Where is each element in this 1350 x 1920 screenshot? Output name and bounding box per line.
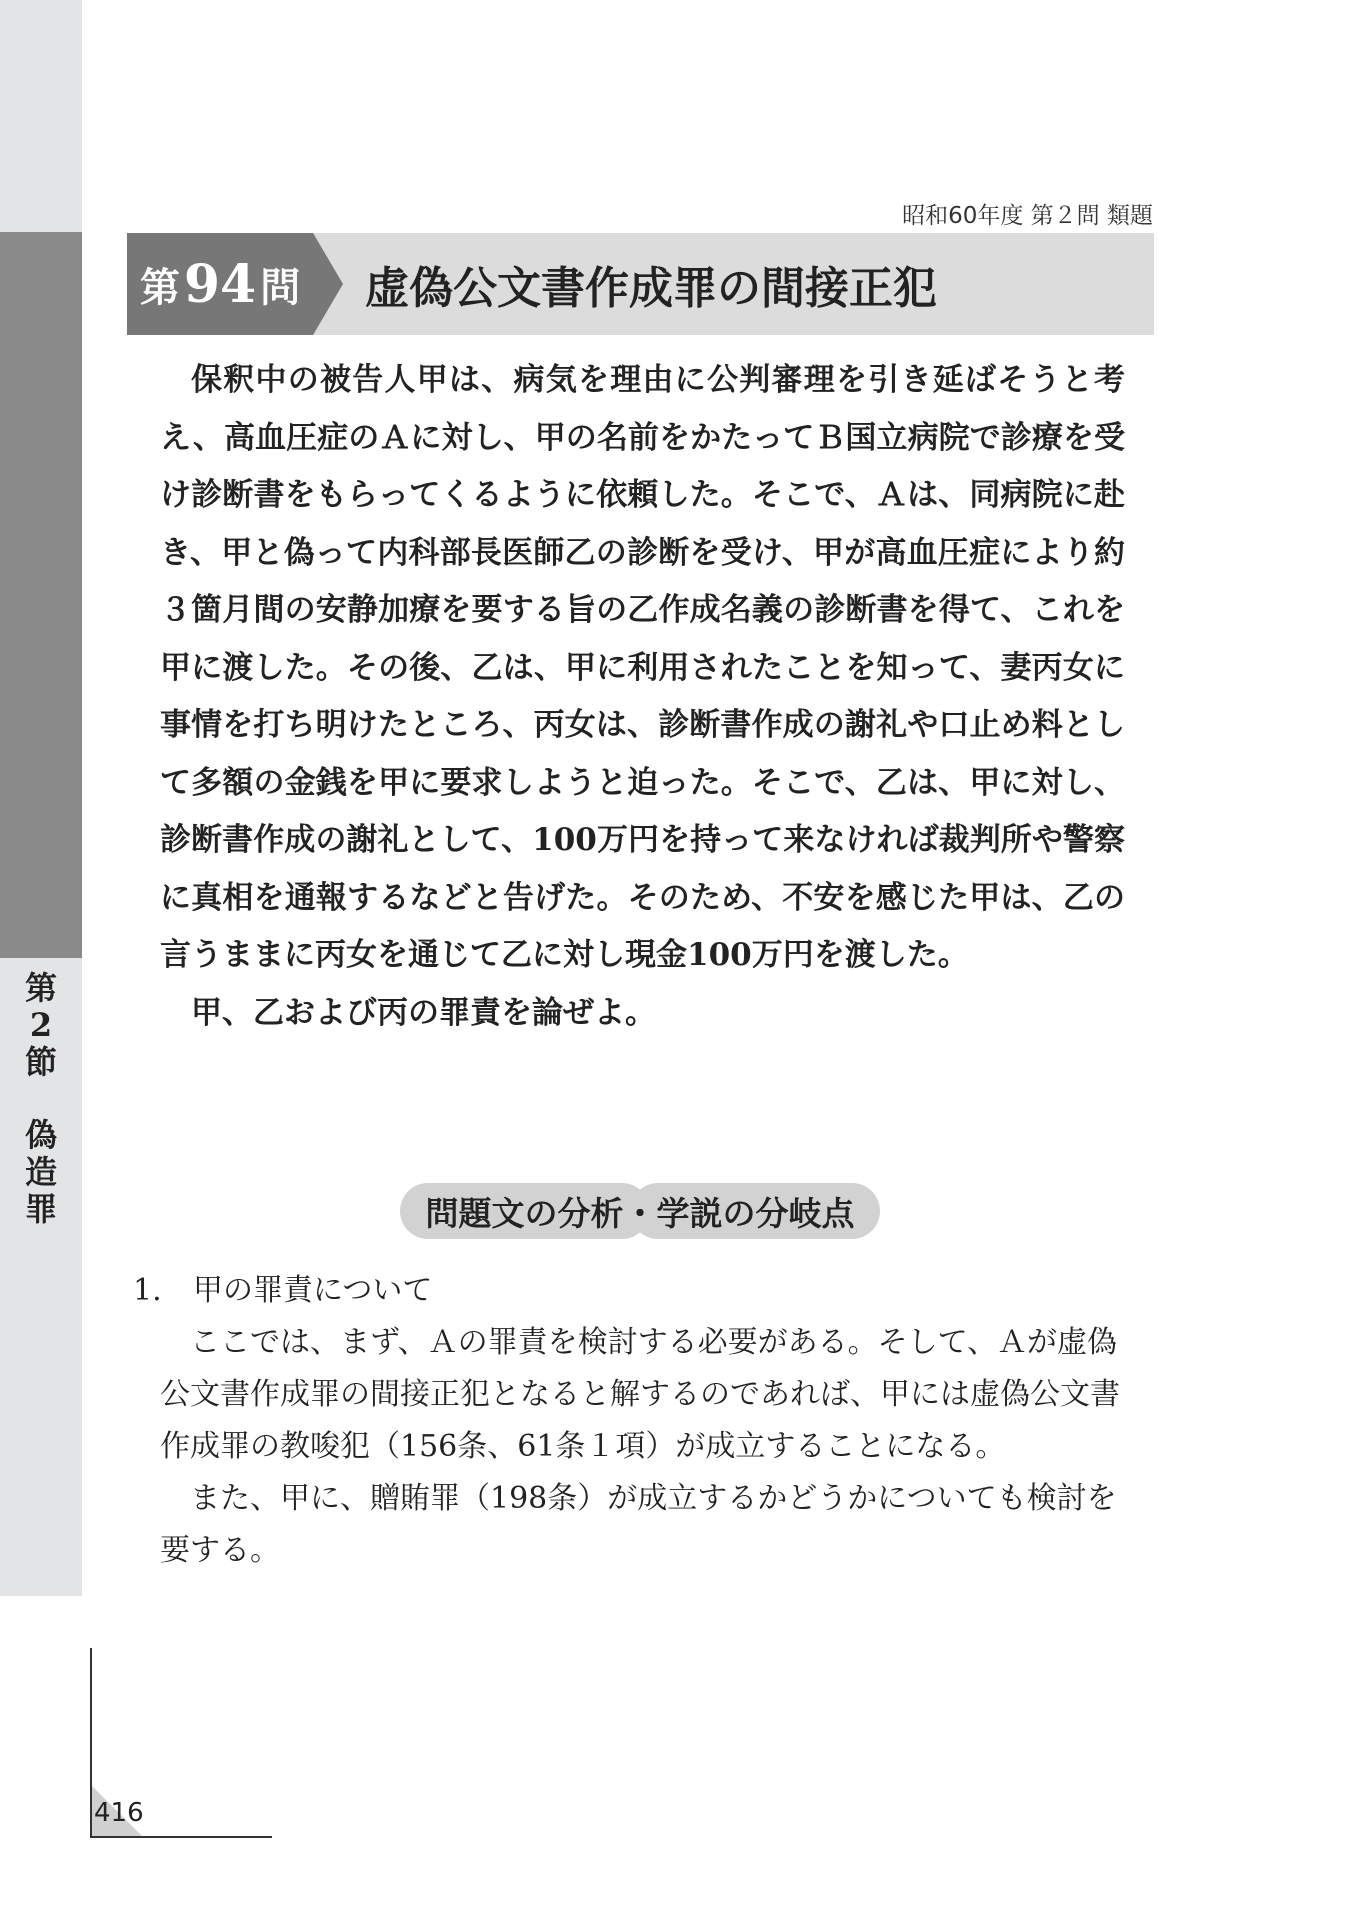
question-number: 94	[183, 253, 257, 315]
problem-question: 甲、乙および丙の罪責を論ぜよ。	[191, 994, 656, 1031]
side-section-label	[0, 970, 82, 1228]
year-reference: 昭和60年度 第２問 類題	[902, 203, 1153, 229]
item-number: 1.	[133, 1273, 162, 1308]
side-chapter-char: 節	[24, 1043, 57, 1081]
item-title: 甲の罪責について	[193, 1273, 433, 1308]
side-topic-char: 罪	[24, 1190, 57, 1228]
side-chapter-char: 第	[24, 969, 57, 1007]
page-number: 416	[94, 1798, 144, 1828]
side-topic-char: 偽	[24, 1116, 57, 1154]
chevron-right-icon	[313, 233, 343, 335]
problem-statement	[160, 352, 1125, 1042]
section-heading-text: 問題文の分析・学説の分岐点	[425, 1193, 855, 1233]
analysis-section	[133, 1265, 1133, 1577]
question-suffix: 問	[260, 263, 301, 311]
side-strip-highlight	[0, 232, 82, 958]
page-rule-horizontal	[90, 1836, 272, 1838]
problem-paragraph: 保釈中の被告人甲は、病気を理由に公判審理を引き延ばそうと考え、高血圧症のＡに対し、甲の名前をかたってＢ国立病院で診療を受け診断書をもらってくるように依頼した。そこで、Ａは、同病院に赴き、甲と偽って内科部長医師乙の診断を受け、甲が高血圧症により約３箇月間の安静加療を要する旨の乙作成名義の診断書を得て、これを甲に渡した。その後、乙は、甲に利用されたことを知って、妻丙女に事情を打ち明けたところ、丙女は、診断書作成の謝礼や口止め料として多額の金銭を甲に要求しようと迫った。そこで、乙は、甲に対し、診断書作成の謝礼として、100万円を持って来なければ裁判所や警察に真相を通報するなどと告げた。そのため、不安を感じた甲は、乙の言うままに丙女を通じて乙に対し現金100万円を渡した。	[160, 362, 1125, 973]
side-chapter-number: 2	[29, 1006, 53, 1044]
side-topic-char: 造	[24, 1153, 57, 1191]
page-title: 虚偽公文書作成罪の間接正犯	[365, 263, 937, 314]
analysis-paragraph: また、甲に、贈賄罪（198条）が成立するかどうかについても検討を要する。	[160, 1481, 1117, 1568]
analysis-item-heading	[133, 1265, 1133, 1317]
question-prefix: 第	[139, 263, 180, 311]
section-heading	[400, 1183, 880, 1239]
question-number-badge	[127, 233, 313, 335]
analysis-paragraph: ここでは、まず、Ａの罪責を検討する必要がある。そして、Ａが虚偽公文書作成罪の間接正犯となると解するのであれば、甲には虚偽公文書作成罪の教唆犯（156条、61条１項）が成立することになる。	[160, 1325, 1120, 1464]
